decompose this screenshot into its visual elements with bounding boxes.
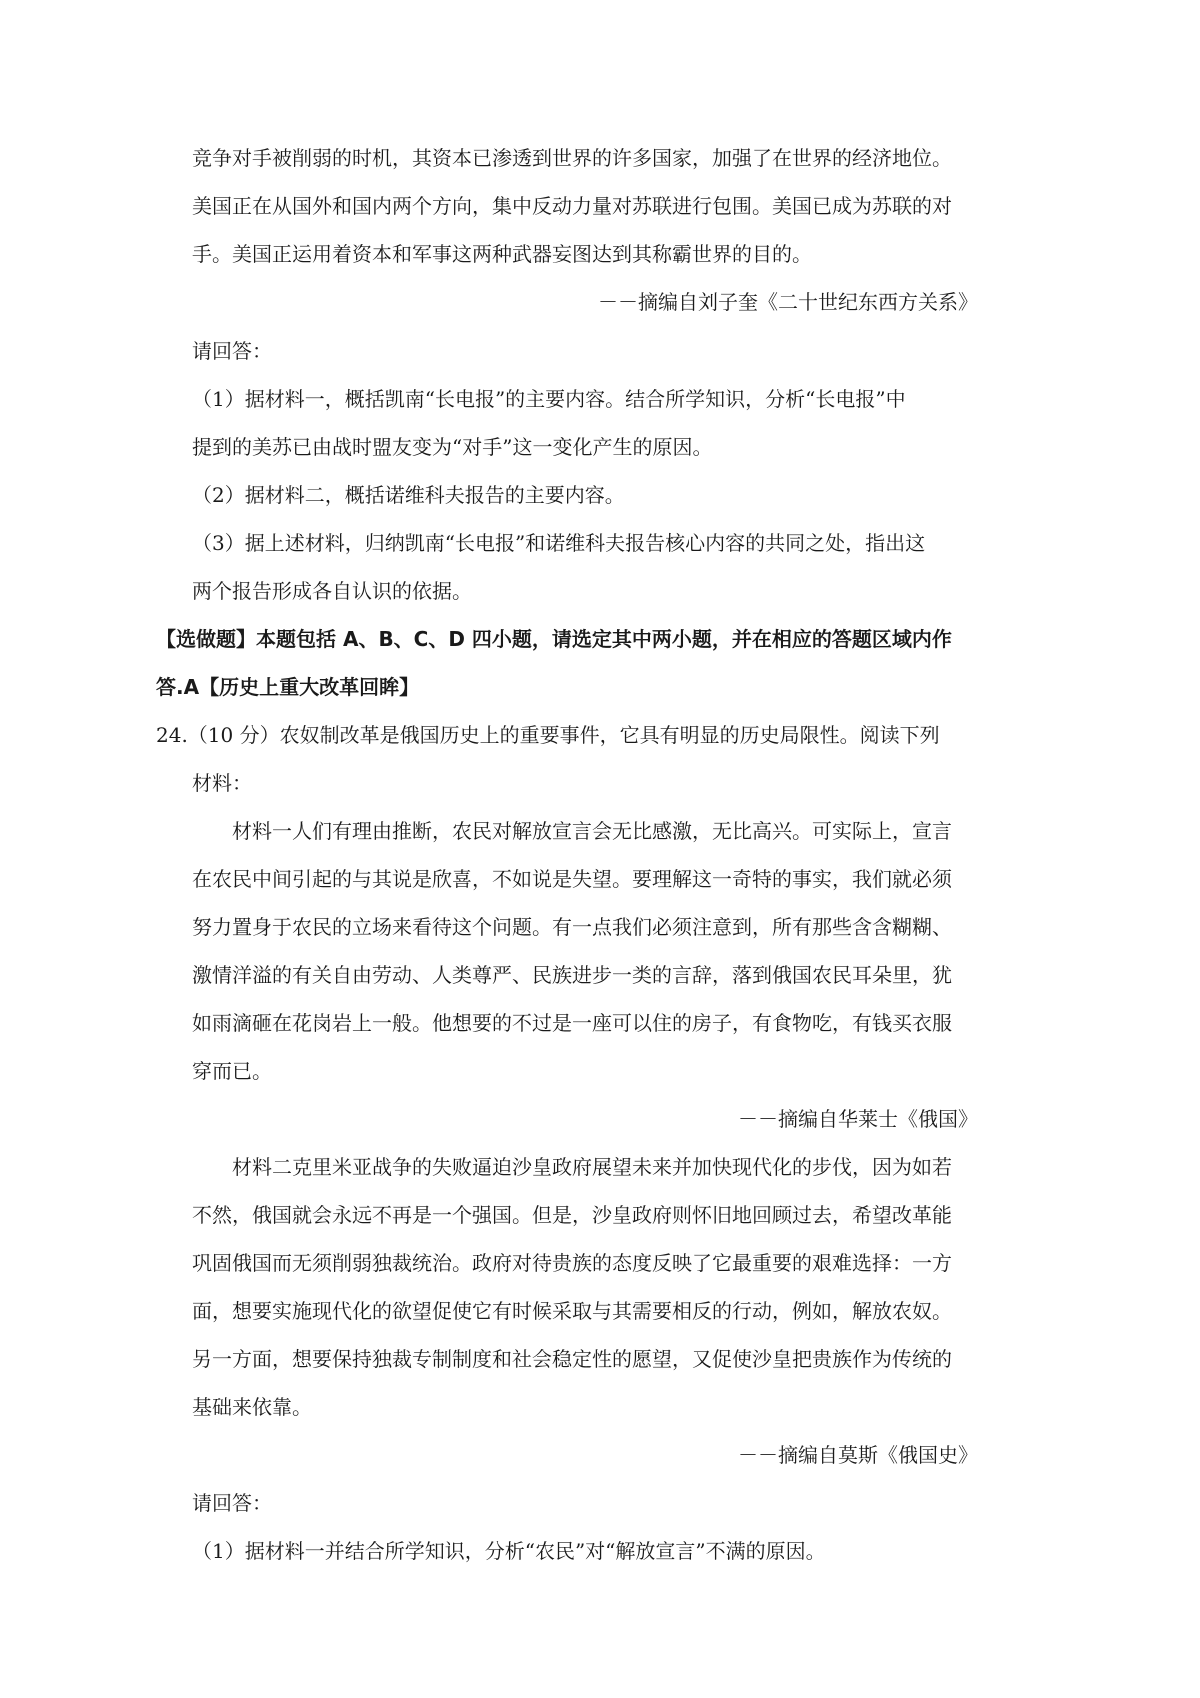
q23-part1-line1: （1）据材料一，概括凯南“长电报”的主要内容。结合所学知识，分析“长电报”中: [192, 387, 906, 411]
q24-material1-line6: 穿而已。: [192, 1059, 272, 1083]
q24-ask-label: 请回答：: [192, 1491, 272, 1515]
q24-material2-line6: 基础来依靠。: [192, 1395, 312, 1419]
q24-material2-line1: 材料二克里米亚战争的失败逼迫沙皇政府展望未来并加快现代化的步伐，因为如若: [232, 1155, 952, 1179]
ask-label: 请回答：: [192, 339, 272, 363]
q24-part1: （1）据材料一并结合所学知识，分析“农民”对“解放宣言”不满的原因。: [192, 1539, 826, 1563]
q23-part3-line1: （3）据上述材料，归纳凯南“长电报”和诺维科夫报告核心内容的共同之处，指出这: [192, 531, 926, 555]
q24-stem-line1: 24.（10 分）农奴制改革是俄国历史上的重要事件，它具有明显的历史局限性。阅读下列: [156, 723, 940, 747]
q24-material2-line4: 面，想要实施现代化的欲望促使它有时候采取与其需要相反的行动，例如，解放农奴。: [192, 1299, 952, 1323]
q24-material2-line5: 另一方面，想要保持独裁专制制度和社会稳定性的愿望，又促使沙皇把贵族作为传统的: [192, 1347, 952, 1371]
q24-material2-line2: 不然，俄国就会永远不再是一个强国。但是，沙皇政府则怀旧地回顾过去，希望改革能: [192, 1203, 952, 1227]
q24-material1-source: －－摘编自华莱士《俄国》: [738, 1107, 978, 1131]
q24-material1-line3: 努力置身于农民的立场来看待这个问题。有一点我们必须注意到，所有那些含含糊糊、: [192, 915, 952, 939]
q23-part3-line2: 两个报告形成各自认识的依据。: [192, 579, 472, 603]
q24-material2-source: －－摘编自莫斯《俄国史》: [738, 1443, 978, 1467]
material-a-line-3: 手。美国正运用着资本和军事这两种武器妄图达到其称霸世界的目的。: [192, 242, 812, 266]
q24-stem-line2: 材料：: [192, 771, 252, 795]
q24-material1-line5: 如雨滴砸在花岗岩上一般。他想要的不过是一座可以住的房子，有食物吃，有钱买衣服: [192, 1011, 952, 1035]
material-a-line-2: 美国正在从国外和国内两个方向，集中反动力量对苏联进行包围。美国已成为苏联的对: [192, 194, 952, 218]
q24-material1-line1: 材料一人们有理由推断，农民对解放宣言会无比感激，无比高兴。可实际上，宣言: [232, 819, 952, 843]
source-citation: －－摘编自刘子奎《二十世纪东西方关系》: [598, 290, 978, 314]
q24-material2-line3: 巩固俄国而无须削弱独裁统治。政府对待贵族的态度反映了它最重要的艰难选择：一方: [192, 1251, 952, 1275]
q24-material1-line2: 在农民中间引起的与其说是欣喜，不如说是失望。要理解这一奇特的事实，我们就必须: [192, 867, 952, 891]
elective-heading-line1: 【选做题】本题包括 A、B、C、D 四小题，请选定其中两小题，并在相应的答题区域内作: [156, 627, 952, 651]
q23-part2: （2）据材料二，概括诺维科夫报告的主要内容。: [192, 483, 625, 507]
material-a-line-1: 竞争对手被削弱的时机，其资本已渗透到世界的许多国家，加强了在世界的经济地位。: [192, 146, 952, 170]
q23-part1-line2: 提到的美苏已由战时盟友变为“对手”这一变化产生的原因。: [192, 435, 713, 459]
elective-heading-line2: 答.A【历史上重大改革回眸】: [156, 675, 420, 699]
q24-material1-line4: 激情洋溢的有关自由劳动、人类尊严、民族进步一类的言辞，落到俄国农民耳朵里，犹: [192, 963, 952, 987]
